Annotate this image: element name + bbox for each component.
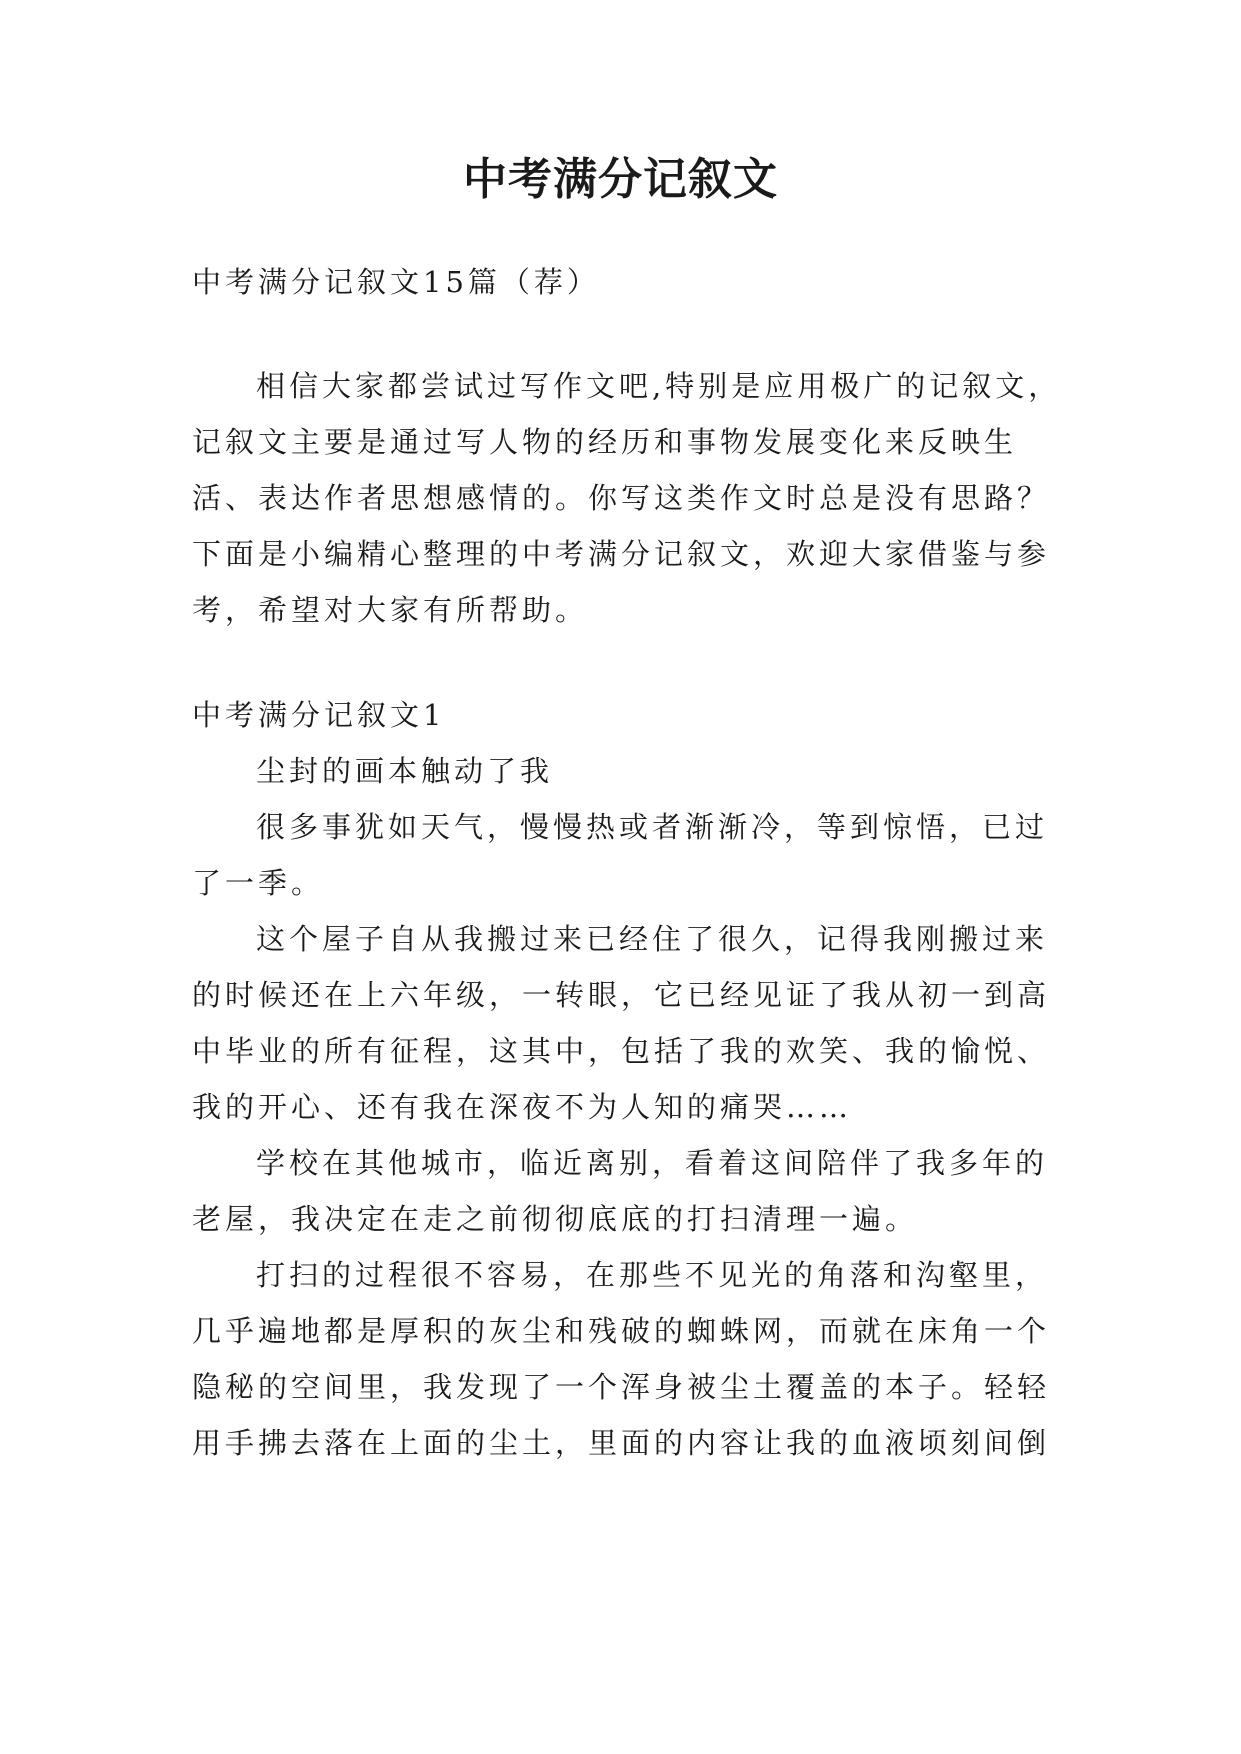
paragraph-line: 老屋，我决定在走之前彻彻底底的打扫清理一遍。 [192, 1202, 919, 1236]
paragraph-line: 学校在其他城市，临近离别，看着这间陪伴了我多年的 [256, 1146, 1049, 1180]
document-subtitle: 中考满分记叙文15篇（荐） [192, 265, 600, 299]
paragraph-line: 用手拂去落在上面的尘土，里面的内容让我的血液顷刻间倒 [192, 1426, 1051, 1460]
intro-line: 记叙文主要是通过写人物的经历和事物发展变化来反映生 [192, 425, 1018, 459]
intro-line: 考，希望对大家有所帮助。 [192, 593, 589, 627]
paragraph-line: 隐秘的空间里，我发现了一个浑身被尘土覆盖的本子。轻轻 [192, 1370, 1051, 1404]
essay-title: 尘封的画本触动了我 [256, 754, 554, 788]
paragraph-line: 这个屋子自从我搬过来已经住了很久，记得我刚搬过来 [256, 922, 1049, 956]
intro-line: 下面是小编精心整理的中考满分记叙文，欢迎大家借鉴与参 [192, 537, 1051, 571]
document-title: 中考满分记叙文 [463, 154, 778, 205]
paragraph-line: 几乎遍地都是厚积的灰尘和残破的蜘蛛网，而就在床角一个 [192, 1314, 1051, 1348]
intro-line: 相信大家都尝试过写作文吧,特别是应用极广的记叙文， [256, 369, 1062, 403]
paragraph-line: 的时候还在上六年级，一转眼，它已经见证了我从初一到高 [192, 978, 1051, 1012]
paragraph-line: 很多事犹如天气，慢慢热或者渐渐冷，等到惊悟，已过 [256, 810, 1049, 844]
intro-line: 活、表达作者思想感情的。你写这类作文时总是没有思路？ [192, 481, 1051, 515]
paragraph-line: 中毕业的所有征程，这其中，包括了我的欢笑、我的愉悦、 [192, 1034, 1051, 1068]
paragraph-line: 打扫的过程很不容易，在那些不见光的角落和沟壑里， [256, 1258, 1049, 1292]
section-heading: 中考满分记叙文1 [192, 698, 446, 732]
paragraph-line: 了一季。 [192, 866, 325, 900]
paragraph-line: 我的开心、还有我在深夜不为人知的痛哭…… [192, 1090, 853, 1124]
